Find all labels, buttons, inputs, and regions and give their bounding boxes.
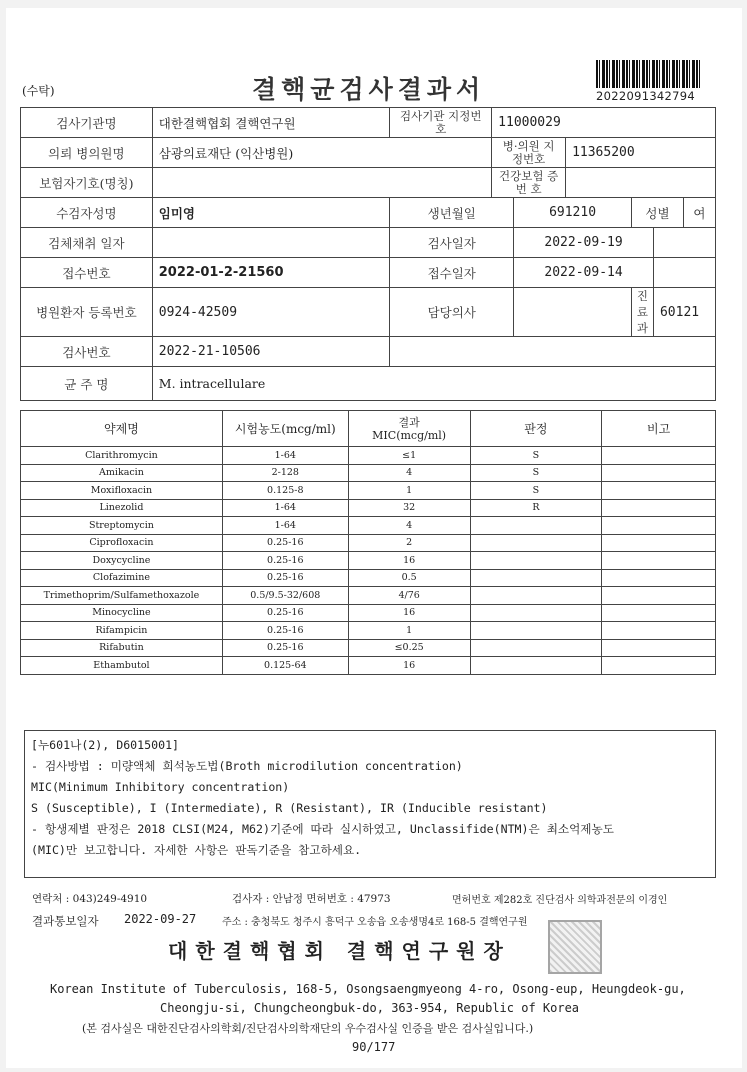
doctor-label: 담당의사 [390,288,514,337]
note-line: MIC(Minimum Inhibitory concentration) [31,780,290,794]
notes-box [24,730,716,878]
notify-label: 결과통보일자 [32,914,99,928]
req-hospital-label: 의뢰 병의원명 [21,138,153,168]
drug-mic-cell: ≤1 [348,447,470,465]
patient-reg: 0924-42509 [152,288,390,337]
drug-range-cell: 0.25-16 [222,622,348,640]
drug-range-cell: 0.25-16 [222,639,348,657]
table-row [21,464,716,482]
drug-result-cell [470,569,602,587]
drug-susceptibility-table [20,410,716,675]
test-date-label: 검사일자 [390,228,514,258]
table-row [21,482,716,500]
doctor-value [514,288,632,337]
drug-result-cell: S [470,447,602,465]
note-line: - 항생제별 판정은 2018 CLSI(M24, M62)기준에 따라 실시하였고, Unclassifide(NTM)은 최소억제농도 [31,822,614,836]
drug-drug-cell: Amikacin [21,464,223,482]
drug-result-cell [470,657,602,675]
drug-remark-cell [602,534,716,552]
barcode-number: 2022091342794 [596,89,696,103]
drug-mic-cell: ≤0.25 [348,639,470,657]
drug-result-cell [470,604,602,622]
lab-name: 대한결핵협회 결핵연구원 [152,108,390,138]
table-row [21,517,716,535]
drug-range-cell: 1-64 [222,517,348,535]
drug-range-cell: 2-128 [222,464,348,482]
table-row [21,552,716,570]
table-row [21,622,716,640]
drug-mic-cell: 32 [348,499,470,517]
collect-date [152,228,390,258]
official-seal-stamp [548,920,602,974]
patient-info-table [20,107,716,401]
remark-header: 비고 [602,411,716,447]
drug-mic-cell: 1 [348,482,470,500]
birth-label: 생년월일 [390,198,514,228]
req-hospital: 삼광의료재단 (익산병원) [152,138,491,168]
patient-reg-label: 병원환자 등록번호 [21,288,153,337]
drug-drug-cell: Streptomycin [21,517,223,535]
address: 주소 : 충청북도 청주시 흥덕구 오송읍 오송생명4로 168-5 결핵연구원 [222,917,528,928]
drug-mic-cell: 16 [348,552,470,570]
drug-mic-cell: 4/76 [348,587,470,605]
test-date: 2022-09-19 [514,228,654,258]
drug-drug-cell: Ethambutol [21,657,223,675]
mic-header-line2: MIC(mcg/ml) [372,428,447,442]
drug-drug-cell: Doxycycline [21,552,223,570]
dept-value: 60121 [653,288,715,337]
table-row [21,499,716,517]
drug-range-cell: 1-64 [222,447,348,465]
receipt-date-label: 접수일자 [390,258,514,288]
test-no-label: 검사번호 [21,337,153,367]
receipt-date: 2022-09-14 [514,258,654,288]
receipt-no-label: 접수번호 [21,258,153,288]
drug-remark-cell [602,569,716,587]
drug-remark-cell [602,622,716,640]
species-label: 균 주 명 [21,367,153,401]
sex-value: 여 [683,198,715,228]
drug-remark-cell [602,482,716,500]
drug-mic-cell: 16 [348,657,470,675]
lab-name-label: 검사기관명 [21,108,153,138]
license: 면허번호 제282호 진단검사 의학과전문의 이경인 [452,895,668,906]
dept-label: 진료과 [631,288,653,337]
notify-date: 2022-09-27 [124,912,197,926]
blank-cell [653,228,715,258]
table-row [21,604,716,622]
english-address-line2: Cheongju-si, Chungcheongbuk-do, 363-954, Republic of Korea [160,1001,580,1015]
hosp-id: 11365200 [566,138,716,168]
report-title: 결핵균검사결과서 [252,75,486,104]
organization-name: 대한결핵협회 결핵연구원장 [168,939,511,963]
certification-note: (본 검사실은 대한진단검사의학회/진단검사의학재단의 우수검사실 인증을 받은 검사실입니다.) [82,1022,534,1035]
sex-label: 성별 [631,198,683,228]
drug-result-cell [470,517,602,535]
drug-drug-cell: Rifampicin [21,622,223,640]
drug-drug-cell: Linezolid [21,499,223,517]
drug-mic-cell: 0.5 [348,569,470,587]
collect-date-label: 검체채취 일자 [21,228,153,258]
examiner: 검사자 : 안남정 면허번호 : 47973 [232,893,391,905]
drug-mic-cell: 16 [348,604,470,622]
result-header: 판정 [470,411,602,447]
table-row [21,569,716,587]
note-line: S (Susceptible), I (Intermediate), R (Resistant), IR (Inducible resistant) [31,801,548,815]
drug-drug-cell: Clarithromycin [21,447,223,465]
blank-cell [653,258,715,288]
drug-drug-cell: Ciprofloxacin [21,534,223,552]
table-row [21,587,716,605]
drug-range-cell: 0.25-16 [222,534,348,552]
consignment-label: (수탁) [22,84,55,98]
drug-range-cell: 0.25-16 [222,569,348,587]
note-line: [누601나(2), D6015001] [31,738,180,752]
drug-range-cell: 0.25-16 [222,604,348,622]
drug-result-cell: R [470,499,602,517]
drug-drug-cell: Moxifloxacin [21,482,223,500]
drug-mic-cell: 4 [348,517,470,535]
drug-remark-cell [602,657,716,675]
drug-result-cell: S [470,464,602,482]
drug-mic-cell: 4 [348,464,470,482]
drug-range-cell: 0.25-16 [222,552,348,570]
drug-remark-cell [602,517,716,535]
note-line: (MIC)만 보고합니다. 자세한 사항은 판독기준을 참고하세요. [31,843,362,857]
drug-drug-cell: Trimethoprim/Sulfamethoxazole [21,587,223,605]
insurer-value [152,168,491,198]
drug-header: 약제명 [21,411,223,447]
patient-name: 임미영 [152,198,390,228]
blank-cell [390,337,716,367]
health-ins-value [566,168,716,198]
drug-remark-cell [602,587,716,605]
drug-range-cell: 0.125-8 [222,482,348,500]
drug-result-cell: S [470,482,602,500]
range-header: 시험농도(mcg/ml) [222,411,348,447]
drug-remark-cell [602,552,716,570]
drug-mic-cell: 1 [348,622,470,640]
lab-id-label: 검사기관 지정번호 [390,108,492,138]
table-row [21,639,716,657]
drug-result-cell [470,552,602,570]
drug-remark-cell [602,464,716,482]
drug-drug-cell: Minocycline [21,604,223,622]
receipt-no: 2022-01-2-21560 [152,258,390,288]
insurer-label: 보험자기호(명칭) [21,168,153,198]
english-address-line1: Korean Institute of Tuberculosis, 168-5, Osongsaengmyeong 4-ro, Osong-eup, Heungdeok-gu, [50,982,686,996]
patient-name-label: 수검자성명 [21,198,153,228]
drug-range-cell: 1-64 [222,499,348,517]
lab-id: 11000029 [492,108,716,138]
drug-remark-cell [602,447,716,465]
table-row [21,657,716,675]
species-value: M. intracellulare [152,367,715,401]
hosp-id-label: 병·의원 지정번호 [492,138,566,168]
health-ins-label: 건강보험 증 번 호 [492,168,566,198]
drug-remark-cell [602,499,716,517]
table-row [21,534,716,552]
barcode-image [596,60,702,88]
birth-value: 691210 [514,198,632,228]
drug-remark-cell [602,604,716,622]
drug-result-cell [470,587,602,605]
drug-range-cell: 0.5/9.5-32/608 [222,587,348,605]
drug-drug-cell: Clofazimine [21,569,223,587]
contact: 연락처 : 043)249-4910 [32,893,148,905]
test-no: 2022-21-10506 [152,337,390,367]
note-line: - 검사방법 : 미량액체 희석농도법(Broth microdilution concentration) [31,759,463,773]
table-row [21,447,716,465]
mic-header [348,411,470,447]
drug-result-cell [470,534,602,552]
drug-result-cell [470,639,602,657]
drug-range-cell: 0.125-64 [222,657,348,675]
drug-mic-cell: 2 [348,534,470,552]
drug-remark-cell [602,639,716,657]
mic-header-line1: 결과 [398,415,420,429]
page-number: 90/177 [352,1040,396,1054]
drug-result-cell [470,622,602,640]
drug-drug-cell: Rifabutin [21,639,223,657]
